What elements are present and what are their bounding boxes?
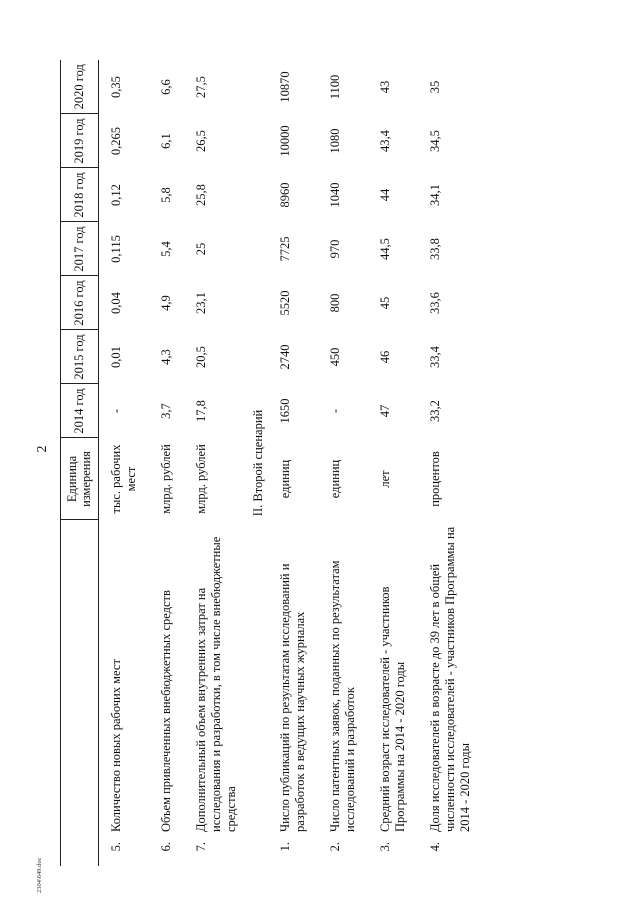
year-value: 1100	[328, 74, 342, 100]
row-number: 6.	[159, 842, 173, 852]
year-value: 46	[378, 350, 392, 364]
header-year: 2018 год	[61, 168, 99, 222]
header-year: 2014 год	[61, 384, 99, 438]
year-value: 33,2	[428, 400, 442, 422]
year-value: 8960	[278, 182, 292, 208]
table-row	[418, 60, 483, 866]
header-year: 2015 год	[61, 330, 99, 384]
year-value: 25,8	[194, 184, 208, 206]
section-row	[249, 60, 268, 866]
header-blank-cell	[61, 520, 99, 842]
table-row	[268, 60, 318, 866]
year-value: 6,1	[159, 133, 173, 149]
year-value: 44	[378, 188, 392, 202]
year-value: 27,5	[194, 76, 208, 98]
row-number: 2.	[328, 842, 342, 852]
indicator-name: Число публикаций по результатам исследований и разработок в ведущих научных журналах	[278, 563, 307, 832]
indicator-name: Дополнительный объем внутренних затрат на исследования и разработки, в том числе внебюджетные средства	[194, 536, 238, 832]
row-number: 5.	[109, 842, 123, 852]
row-number: 7.	[194, 842, 208, 852]
table-row	[184, 60, 249, 866]
year-value: 1080	[328, 128, 342, 154]
indicator-unit: лет	[378, 470, 392, 488]
year-value: 34,5	[428, 130, 442, 152]
table-row	[149, 60, 184, 866]
table-row	[368, 60, 418, 866]
header-blank-cell	[61, 842, 99, 866]
indicator-unit: млрд. рублей	[159, 444, 173, 514]
year-value: 10870	[278, 71, 292, 103]
year-value: 5,4	[159, 241, 173, 257]
year-value: 44,5	[378, 238, 392, 260]
year-value: 23,1	[194, 292, 208, 314]
year-value: 5520	[278, 290, 292, 316]
year-value: 17,8	[194, 400, 208, 422]
page-number: 2	[35, 445, 50, 453]
year-value: 5,8	[159, 187, 173, 203]
year-value: 10000	[278, 125, 292, 157]
year-value: 2740	[278, 344, 292, 370]
year-value: 0,265	[109, 126, 123, 156]
year-value: 33,4	[428, 346, 442, 368]
year-value: 0,115	[109, 235, 123, 263]
table-row	[99, 60, 150, 866]
footer-file-id: 2304\649.doc	[36, 857, 43, 893]
indicator-name: Доля исследователей в возрасте до 39 лет в общей численности исследователей - участников Программы на 2014 - 2020 годы	[428, 526, 472, 832]
header-year: 2019 год	[61, 114, 99, 168]
year-value: 33,8	[428, 238, 442, 260]
indicator-unit: тыс. рабочих мест	[109, 444, 138, 514]
year-value: 4,3	[159, 349, 173, 365]
row-number: 1.	[278, 842, 292, 852]
rotated-table-container	[60, 60, 588, 866]
year-value: 35	[428, 80, 442, 94]
indicator-unit: процентов	[428, 451, 442, 507]
indicators-table	[60, 60, 483, 866]
indicator-name: Объем привлеченных внебюджетных средств	[159, 590, 173, 832]
table-row	[318, 60, 368, 866]
year-value: 34,1	[428, 184, 442, 206]
indicator-name: Число патентных заявок, поданных по результатам исследований и разработок	[328, 560, 357, 832]
indicator-unit: единиц	[328, 459, 342, 499]
year-value: 7725	[278, 236, 292, 262]
year-value: 0,35	[109, 76, 123, 98]
year-value: 25	[194, 242, 208, 256]
year-value: 4,9	[159, 295, 173, 311]
year-value: 6,6	[159, 79, 173, 95]
year-value: -	[109, 408, 123, 414]
year-value: 20,5	[194, 346, 208, 368]
year-value: 0,12	[109, 184, 123, 206]
header-unit: Единица измерения	[61, 438, 99, 520]
year-value: 43,4	[378, 130, 392, 152]
row-number: 4.	[428, 842, 442, 852]
year-value: 450	[328, 347, 342, 367]
section-title: II. Второй сценарий	[251, 409, 265, 517]
year-value: 1650	[278, 398, 292, 424]
year-value: 1040	[328, 182, 342, 208]
table-header-row	[61, 60, 99, 866]
year-value: 26,5	[194, 130, 208, 152]
header-year: 2020 год	[61, 60, 99, 114]
year-value: 0,04	[109, 292, 123, 314]
indicator-unit: единиц	[278, 459, 292, 499]
year-value: 800	[328, 293, 342, 313]
header-year: 2017 год	[61, 222, 99, 276]
year-value: 47	[378, 404, 392, 418]
year-value: 43	[378, 80, 392, 94]
year-value: 33,6	[428, 292, 442, 314]
year-value: 3,7	[159, 403, 173, 419]
year-value: 0,01	[109, 346, 123, 368]
year-value: -	[328, 408, 342, 414]
indicator-name: Количество новых рабочих мест	[109, 659, 123, 832]
row-number: 3.	[378, 842, 392, 852]
indicator-unit: млрд. рублей	[194, 444, 208, 514]
year-value: 45	[378, 296, 392, 310]
year-value: 970	[328, 239, 342, 259]
indicator-name: Средний возраст исследователей - участников Программы на 2014 - 2020 годы	[378, 586, 407, 832]
header-year: 2016 год	[61, 276, 99, 330]
